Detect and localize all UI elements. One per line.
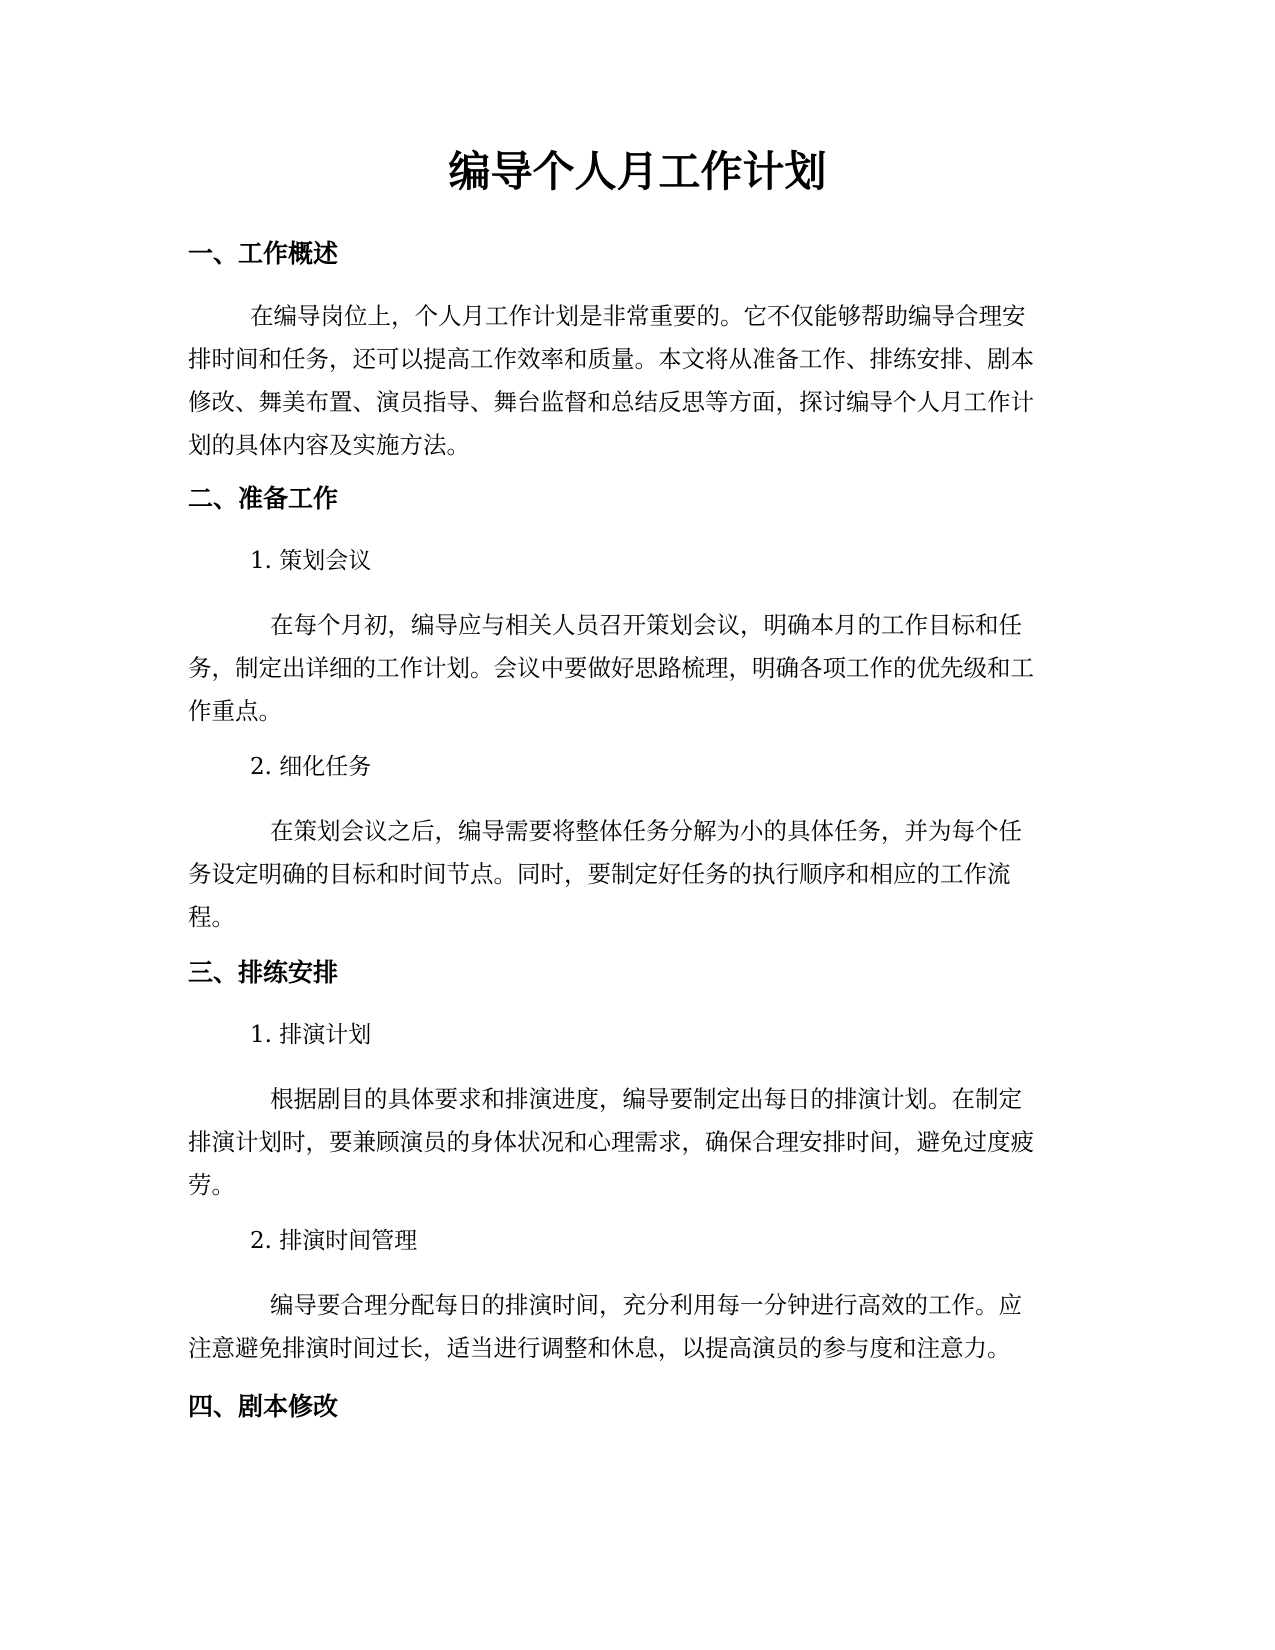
paragraph-line: 划的具体内容及实施方法。 [188,431,470,459]
item-planning-meeting-paragraph [188,604,1088,733]
paragraph-line: 修改、舞美布置、演员指导、舞台监督和总结反思等方面，探讨编导个人月工作计 [188,388,1034,416]
paragraph-line: 注意避免排演时间过长，适当进行调整和休息，以提高演员的参与度和注意力。 [188,1334,1011,1362]
paragraph-line: 在每个月初，编导应与相关人员召开策划会议，明确本月的工作目标和任 [270,611,1022,639]
section-heading-rehearsal: 三、排练安排 [188,958,339,987]
section-heading-script-revision: 四、剧本修改 [188,1392,339,1421]
paragraph-line: 劳。 [188,1171,235,1199]
paragraph-line: 作重点。 [188,697,282,725]
item-label-rehearsal-time-management: 2. 排演时间管理 [250,1228,418,1254]
section-heading-preparation: 二、准备工作 [188,484,339,513]
paragraph-line: 务设定明确的目标和时间节点。同时，要制定好任务的执行顺序和相应的工作流 [188,860,1011,888]
item-label-refine-tasks: 2. 细化任务 [250,754,372,780]
item-label-rehearsal-plan: 1. 排演计划 [250,1022,372,1048]
item-rehearsal-time-management-paragraph [188,1284,1088,1370]
paragraph-line: 排演计划时，要兼顾演员的身体状况和心理需求，确保合理安排时间，避免过度疲 [188,1128,1034,1156]
section-overview-paragraph [188,295,1088,467]
paragraph-line: 程。 [188,903,235,931]
item-refine-tasks-paragraph [188,810,1088,939]
item-rehearsal-plan-paragraph [188,1078,1088,1207]
paragraph-line: 排时间和任务，还可以提高工作效率和质量。本文将从准备工作、排练安排、剧本 [188,345,1034,373]
paragraph-line: 务，制定出详细的工作计划。会议中要做好思路梳理，明确各项工作的优先级和工 [188,654,1034,682]
section-heading-overview: 一、工作概述 [188,239,339,268]
paragraph-line: 根据剧目的具体要求和排演进度，编导要制定出每日的排演计划。在制定 [270,1085,1022,1113]
paragraph-line: 编导要合理分配每日的排演时间，充分利用每一分钟进行高效的工作。应 [270,1291,1022,1319]
document-title: 编导个人月工作计划 [448,147,827,196]
paragraph-line: 在编导岗位上，个人月工作计划是非常重要的。它不仅能够帮助编导合理安 [250,302,1026,330]
item-label-planning-meeting: 1. 策划会议 [250,548,372,574]
paragraph-line: 在策划会议之后，编导需要将整体任务分解为小的具体任务，并为每个任 [270,817,1022,845]
